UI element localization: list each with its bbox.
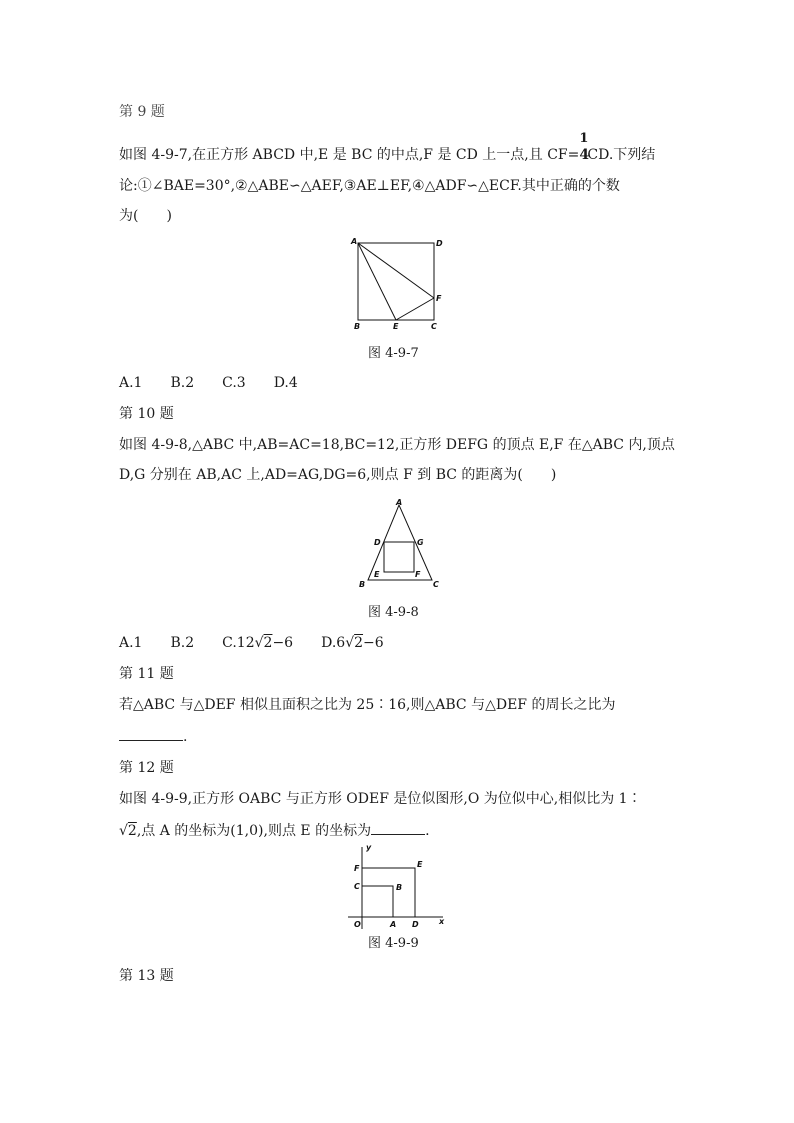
question-12-text: ,点 A 的坐标为(1,0),则点 E 的坐标为 <box>136 823 372 839</box>
label-a: A <box>396 498 403 507</box>
label-d: D <box>436 239 443 248</box>
question-9-text-b: CD.下列结 <box>587 147 656 163</box>
question-9-text-a: 如图 4-9-7,在正方形 ABCD 中,E 是 BC 的中点,F 是 CD 上一点,且 CF= <box>119 147 580 163</box>
question-9-line-1 <box>119 131 656 165</box>
option-d-radicand: 2 <box>354 635 364 651</box>
label-a: A <box>351 237 358 246</box>
square-abcd <box>358 243 434 320</box>
figure-4-9-8-caption: 图 4-9-8 <box>368 605 419 620</box>
option-c-suffix: −6 <box>272 635 294 651</box>
question-10-line-2: D,G 分别在 AB,AC 上,AD=AG,DG=6,则点 F 到 BC 的距离为( ) <box>119 467 557 483</box>
option-c: C.3 <box>222 375 246 391</box>
label-d: D <box>374 538 381 547</box>
question-10-heading: 第 10 题 <box>119 406 174 422</box>
question-12-heading: 第 12 题 <box>119 760 174 776</box>
option-d: D.6√2−6 <box>321 635 384 651</box>
question-9-options <box>119 373 298 393</box>
segment-ae <box>358 243 396 320</box>
question-13-heading: 第 13 题 <box>119 968 174 984</box>
label-a: A <box>390 920 397 929</box>
question-12-line-1: 如图 4-9-9,正方形 OABC 与正方形 ODEF 是位似图形,O 为位似中心,相似比为 1∶ <box>119 791 642 807</box>
fraction-denominator: 4 <box>579 147 590 163</box>
label-y: y <box>366 843 372 852</box>
label-b: B <box>396 883 403 892</box>
label-d: D <box>412 920 419 929</box>
label-e: E <box>374 570 380 579</box>
label-o: O <box>354 920 361 929</box>
option-d: D.4 <box>273 375 298 391</box>
option-c-radicand: 2 <box>263 635 273 651</box>
option-d-suffix: −6 <box>363 635 384 651</box>
label-x: x <box>439 917 445 926</box>
label-g: G <box>417 538 424 547</box>
question-12-line-2: √2,点 A 的坐标为(1,0),则点 E 的坐标为 . <box>119 820 430 841</box>
option-c: C.12√2−6 <box>222 635 294 651</box>
fraction-numerator: 1 <box>579 131 589 146</box>
label-e: E <box>393 322 399 331</box>
question-10-line-1: 如图 4-9-8,△ABC 中,AB=AC=18,BC=12,正方形 DEFG 的顶点 E,F 在△ABC 内,顶点 <box>119 437 675 453</box>
label-c: C <box>431 322 437 331</box>
square-defg <box>384 542 414 572</box>
segment-af <box>358 243 434 298</box>
question-10-options <box>119 633 384 653</box>
radicand: 2 <box>127 823 137 839</box>
fraction-one-quarter <box>579 131 590 165</box>
label-f: F <box>354 864 360 873</box>
segment-ef <box>396 298 434 320</box>
square-odef <box>362 868 415 917</box>
question-11-line-1: 若△ABC 与△DEF 相似且面积之比为 25∶16,则△ABC 与△DEF 的周长之比为 <box>119 697 616 713</box>
label-f: F <box>436 294 442 303</box>
option-a: A.1 <box>119 375 143 391</box>
figure-4-9-8 <box>352 496 442 590</box>
label-e: E <box>417 860 423 869</box>
option-c-prefix: C.12 <box>222 635 255 651</box>
question-9-heading: 第 9 题 <box>119 104 165 120</box>
label-f: F <box>415 570 421 579</box>
question-11-line-2 <box>119 726 187 747</box>
label-b: B <box>359 580 366 589</box>
answer-blank[interactable] <box>119 726 183 741</box>
figure-4-9-9 <box>340 843 446 933</box>
question-9-line-3: 为( ) <box>119 208 172 224</box>
period: . <box>425 823 430 839</box>
option-a: A.1 <box>119 635 143 651</box>
question-11-heading: 第 11 题 <box>119 666 174 682</box>
label-b: B <box>354 322 361 331</box>
option-b: B.2 <box>170 635 195 651</box>
figure-4-9-7 <box>345 234 450 334</box>
period: . <box>183 729 188 745</box>
label-c: C <box>433 580 439 589</box>
square-oabc <box>362 886 393 917</box>
figure-4-9-9-caption: 图 4-9-9 <box>368 936 419 951</box>
option-d-prefix: D.6 <box>321 635 346 651</box>
answer-blank[interactable] <box>371 820 425 835</box>
figure-4-9-7-caption: 图 4-9-7 <box>368 346 419 361</box>
question-9-line-2: 论:①∠BAE=30°,②△ABE∽△AEF,③AE⊥EF,④△ADF∽△ECF.其中正确的个数 <box>119 178 620 194</box>
option-b: B.2 <box>170 375 195 391</box>
label-c: C <box>354 882 360 891</box>
